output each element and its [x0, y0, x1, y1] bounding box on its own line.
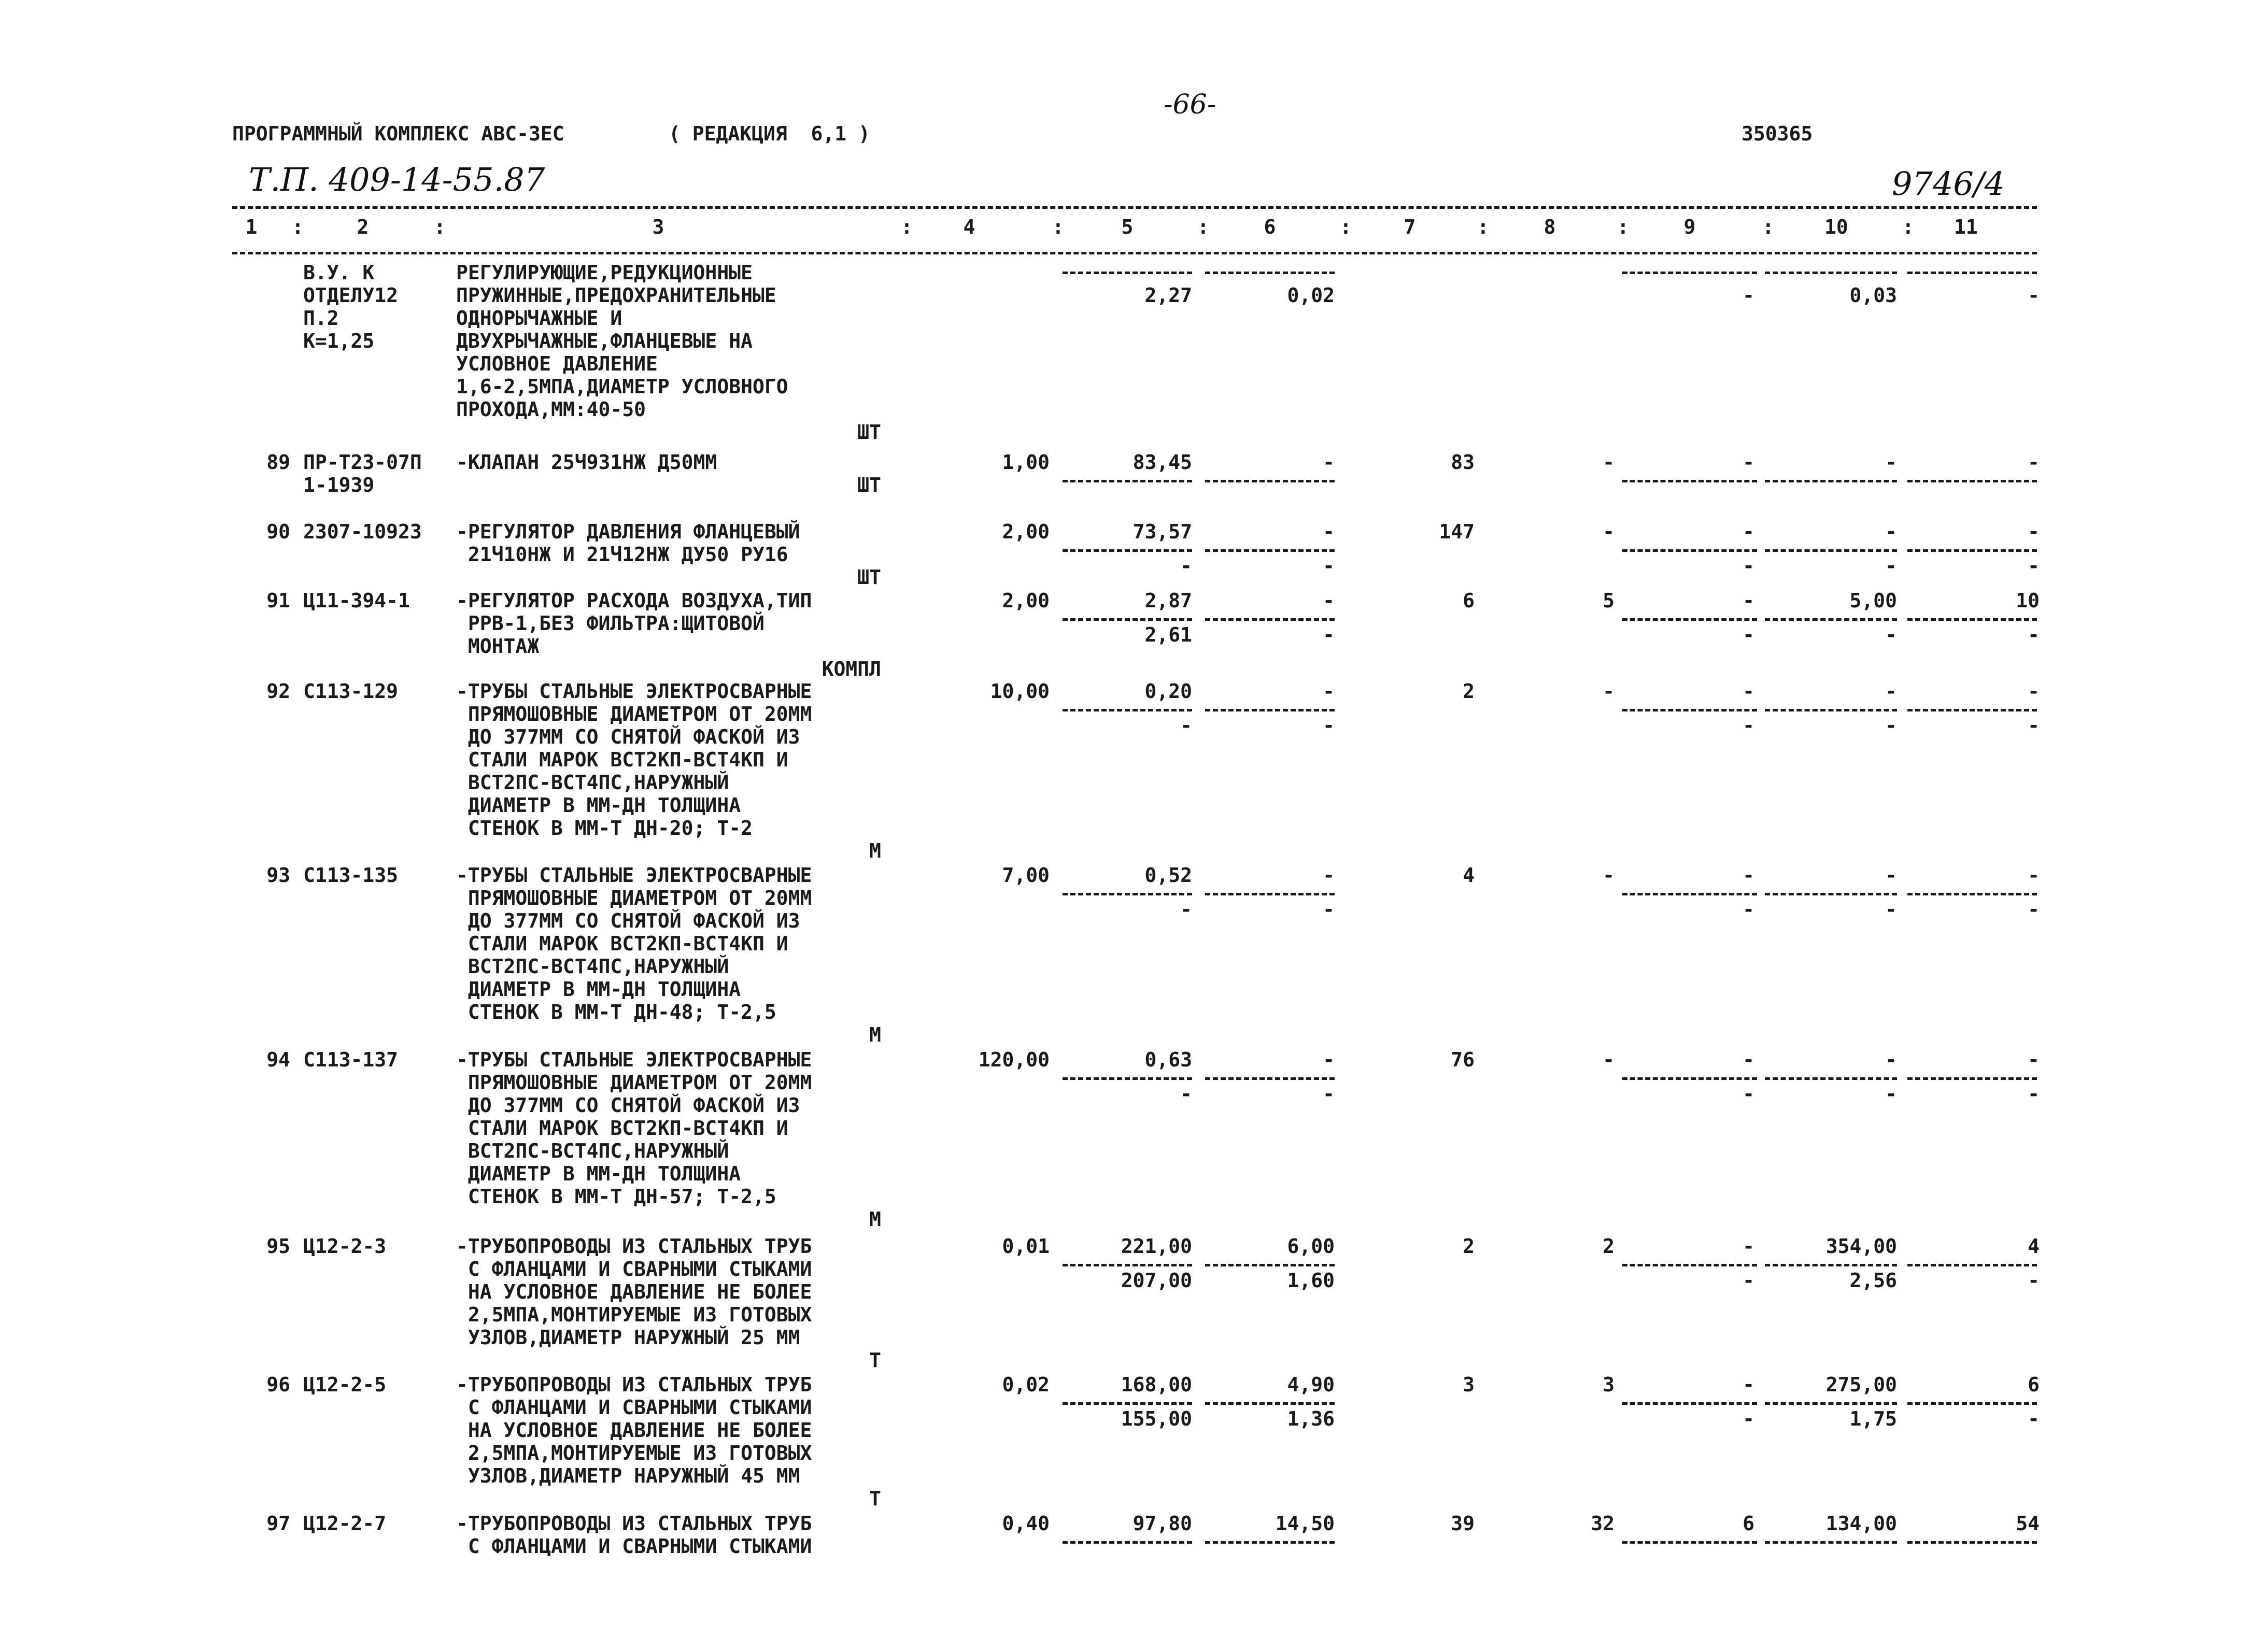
cell-c5: 2,87 [1144, 589, 1192, 612]
cell-divider [1622, 893, 1757, 895]
cell-c5: 0,63 [1144, 1048, 1192, 1071]
cell-c11: - [2028, 680, 2040, 703]
cell-c10: - [1885, 898, 1897, 921]
cell-c11: - [2028, 1269, 2040, 1292]
cell-c6: - [1323, 864, 1335, 887]
cell-divider [1765, 1402, 1897, 1405]
cell-divider [1622, 480, 1757, 482]
cell-c11: - [2028, 554, 2040, 577]
cell-divider [1907, 480, 2037, 482]
row-description: ВСТ2ПС-ВСТ4ПС,НАРУЖНЫЙ [456, 955, 729, 978]
column-separator: : [1052, 216, 1064, 238]
column-separator: : [1762, 216, 1774, 238]
cell-divider [1622, 549, 1757, 552]
row-unit: Т [869, 1349, 881, 1372]
cell-divider [1205, 272, 1335, 274]
cell-c7: 147 [1439, 520, 1475, 543]
row-description: УСЛОВНОЕ ДАВЛЕНИЕ [456, 352, 658, 375]
cell-c10: - [1885, 520, 1897, 543]
row-code: С113-129 [303, 680, 399, 703]
cell-c11: 4 [2028, 1235, 2040, 1258]
row-description: -РЕГУЛЯТОР ДАВЛЕНИЯ ФЛАНЦЕВЫЙ [456, 520, 800, 543]
row-description: -ТРУБОПРОВОДЫ ИЗ СТАЛЬНЫХ ТРУБ [456, 1512, 812, 1535]
cell-divider [1765, 272, 1897, 274]
cell-c7: 83 [1451, 451, 1475, 474]
cell-divider [1622, 1541, 1757, 1544]
column-number: 1 [245, 216, 258, 238]
row-code: В.У. К [303, 261, 375, 284]
column-number: 4 [963, 216, 975, 238]
cell-c4: 0,02 [1002, 1373, 1050, 1396]
column-number: 7 [1404, 216, 1416, 238]
row-description: ПРУЖИННЫЕ,ПРЕДОХРАНИТЕЛЬНЫЕ [456, 284, 776, 307]
cell-divider [1622, 709, 1757, 711]
cell-c8: - [1603, 680, 1615, 703]
row-description: СТЕНОК В ММ-Т ДН-48; Т-2,5 [456, 1001, 776, 1023]
program-title: ПРОГРАММНЫЙ КОМПЛЕКС АВС-3ЕС [232, 122, 564, 145]
cell-c11: - [2028, 284, 2040, 307]
row-number: 97 [266, 1512, 290, 1535]
cell-c5: 221,00 [1121, 1235, 1192, 1258]
row-description: С ФЛАНЦАМИ И СВАРНЫМИ СТЫКАМИ [456, 1258, 812, 1280]
cell-c6: - [1323, 451, 1335, 474]
row-code: П.2 [303, 307, 339, 330]
cell-c6: - [1323, 680, 1335, 703]
cell-c9: - [1743, 1407, 1754, 1430]
cell-c8: - [1603, 864, 1615, 887]
row-description: МОНТАЖ [456, 635, 540, 658]
cell-c5: 207,00 [1121, 1269, 1192, 1292]
cell-c10: - [1885, 554, 1897, 577]
cell-c4: 0,40 [1002, 1512, 1050, 1535]
column-number: 8 [1544, 216, 1556, 238]
cell-c11: - [2028, 623, 2040, 646]
row-description: ВСТ2ПС-ВСТ4ПС,НАРУЖНЫЙ [456, 771, 729, 794]
cell-divider [1907, 549, 2037, 552]
cell-c9: - [1743, 1373, 1754, 1396]
cell-divider [1622, 618, 1757, 621]
cell-divider [1622, 1264, 1757, 1266]
cell-divider [1205, 549, 1335, 552]
cell-divider [1063, 1402, 1192, 1405]
cell-c10: 2,56 [1849, 1269, 1897, 1292]
cell-c7: 39 [1451, 1512, 1475, 1535]
cell-c4: 1,00 [1002, 451, 1050, 474]
row-unit: ШТ [857, 421, 881, 444]
cell-divider [1205, 893, 1335, 895]
cell-divider [1907, 893, 2037, 895]
row-description: ДО 377ММ СО СНЯТОЙ ФАСКОЙ ИЗ [456, 1094, 800, 1117]
cell-c10: - [1885, 680, 1897, 703]
row-description: СТАЛИ МАРОК ВСТ2КП-ВСТ4КП И [456, 748, 788, 771]
cell-c5: - [1180, 554, 1192, 577]
cell-divider [1907, 618, 2037, 621]
row-description: -КЛАПАН 25Ч931НЖ Д50ММ [456, 451, 717, 474]
row-description: ДВУХРЫЧАЖНЫЕ,ФЛАНЦЕВЫЕ НА [456, 330, 753, 352]
row-description: ДИАМЕТР В ММ-ДН ТОЛЩИНА [456, 1162, 741, 1185]
row-description: СТАЛИ МАРОК ВСТ2КП-ВСТ4КП И [456, 932, 788, 955]
cell-c5: 2,61 [1144, 623, 1192, 646]
column-number: 2 [357, 216, 369, 238]
cell-c6: - [1323, 1048, 1335, 1071]
cell-divider [1907, 1541, 2037, 1544]
cell-c4: 7,00 [1002, 864, 1050, 887]
column-number: 9 [1683, 216, 1696, 238]
cell-c5: 73,57 [1133, 520, 1192, 543]
cell-divider [1765, 1264, 1897, 1266]
cell-c5: 2,27 [1144, 284, 1192, 307]
row-description: 1,6-2,5МПА,ДИАМЕТР УСЛОВНОГО [456, 375, 788, 398]
cell-divider [1205, 709, 1335, 711]
row-description: РЕГУЛИРУЮЩИЕ,РЕДУКЦИОННЫЕ [456, 261, 753, 284]
row-number: 95 [266, 1235, 290, 1258]
column-number: 6 [1264, 216, 1276, 238]
cell-divider [1622, 272, 1757, 274]
cell-c6: - [1323, 623, 1335, 646]
row-number: 94 [266, 1048, 290, 1071]
document-code: 350365 [1742, 122, 1813, 145]
column-separator: : [1197, 216, 1209, 238]
cell-divider [1765, 1541, 1897, 1544]
cell-divider [1063, 480, 1192, 482]
row-code: С113-137 [303, 1048, 399, 1071]
cell-c5: - [1180, 714, 1192, 737]
row-description: 2,5МПА,МОНТИРУЕМЫЕ ИЗ ГОТОВЫХ [456, 1303, 812, 1326]
cell-c5: 168,00 [1121, 1373, 1192, 1396]
cell-c7: 4 [1463, 864, 1475, 887]
row-unit: М [869, 839, 881, 862]
cell-c9: - [1743, 284, 1754, 307]
row-description: УЗЛОВ,ДИАМЕТР НАРУЖНЫЙ 25 ММ [456, 1326, 800, 1349]
column-separator: : [1617, 216, 1629, 238]
cell-divider [1205, 1541, 1335, 1544]
row-number: 96 [266, 1373, 290, 1396]
row-description: СТЕНОК В ММ-Т ДН-57; Т-2,5 [456, 1185, 776, 1208]
cell-c6: 0,02 [1287, 284, 1335, 307]
page-number: -66- [1164, 89, 1216, 120]
cell-c11: - [2028, 451, 2040, 474]
cell-divider [1907, 1077, 2037, 1080]
column-separator: : [901, 216, 913, 238]
row-unit: ШТ [857, 566, 881, 589]
cell-c11: - [2028, 1083, 2040, 1105]
cell-c6: 1,60 [1287, 1269, 1335, 1292]
cell-divider [1063, 709, 1192, 711]
cell-c5: 155,00 [1121, 1407, 1192, 1430]
row-description: ПРЯМОШОВНЫЕ ДИАМЕТРОМ ОТ 20ММ [456, 703, 812, 725]
column-number: 10 [1824, 216, 1848, 238]
cell-divider [1622, 1077, 1757, 1080]
row-description: -ТРУБОПРОВОДЫ ИЗ СТАЛЬНЫХ ТРУБ [456, 1235, 812, 1258]
cell-c4: 2,00 [1002, 589, 1050, 612]
cell-c9: - [1743, 520, 1754, 543]
cell-divider [1907, 1402, 2037, 1405]
cell-c9: - [1743, 623, 1754, 646]
column-separator: : [1340, 216, 1352, 238]
row-code: Ц12-2-5 [303, 1373, 387, 1396]
cell-divider [1063, 1264, 1192, 1266]
cell-c9: - [1743, 714, 1754, 737]
cell-divider [1205, 1402, 1335, 1405]
row-description: ДО 377ММ СО СНЯТОЙ ФАСКОЙ ИЗ [456, 725, 800, 748]
project-code-handwritten: Т.П. 409-14-55.87 [249, 161, 545, 198]
cell-c6: 14,50 [1275, 1512, 1335, 1535]
cell-divider [1765, 549, 1897, 552]
cell-divider [1063, 549, 1192, 552]
row-number: 90 [266, 520, 290, 543]
cell-c11: - [2028, 714, 2040, 737]
cell-c11: 6 [2028, 1373, 2040, 1396]
cell-c11: 54 [2016, 1512, 2040, 1535]
cell-divider [1205, 1264, 1335, 1266]
row-description: ВСТ2ПС-ВСТ4ПС,НАРУЖНЫЙ [456, 1140, 729, 1162]
cell-divider [1063, 893, 1192, 895]
row-description: ДИАМЕТР В ММ-ДН ТОЛЩИНА [456, 978, 741, 1001]
row-description: СТЕНОК В ММ-Т ДН-20; Т-2 [456, 817, 753, 839]
row-code: Ц11-394-1 [303, 589, 410, 612]
row-code: ПР-Т23-07П [303, 451, 422, 474]
row-description: -ТРУБЫ СТАЛЬНЫЕ ЭЛЕКТРОСВАРНЫЕ [456, 1048, 812, 1071]
column-separator: : [292, 216, 304, 238]
cell-c10: - [1885, 623, 1897, 646]
row-description: -ТРУБЫ СТАЛЬНЫЕ ЭЛЕКТРОСВАРНЫЕ [456, 680, 812, 703]
cell-c6: 4,90 [1287, 1373, 1335, 1396]
cell-divider [1907, 272, 2037, 274]
row-description: С ФЛАНЦАМИ И СВАРНЫМИ СТЫКАМИ [456, 1535, 812, 1558]
cell-c5: 83,45 [1133, 451, 1192, 474]
row-description: ОДНОРЫЧАЖНЫЕ И [456, 307, 622, 330]
row-code: Ц12-2-7 [303, 1512, 387, 1535]
cell-c9: - [1743, 451, 1754, 474]
cell-c4: 10,00 [990, 680, 1050, 703]
cell-divider [1765, 618, 1897, 621]
cell-divider [1063, 618, 1192, 621]
cell-c5: 0,52 [1144, 864, 1192, 887]
row-unit: Т [869, 1487, 881, 1510]
cell-c6: - [1323, 714, 1335, 737]
row-number: 93 [266, 864, 290, 887]
cell-c6: - [1323, 554, 1335, 577]
row-code: 1-1939 [303, 474, 375, 496]
cell-c5: 97,80 [1133, 1512, 1192, 1535]
row-description: ПРЯМОШОВНЫЕ ДИАМЕТРОМ ОТ 20ММ [456, 887, 812, 909]
cell-c10: 275,00 [1825, 1373, 1897, 1396]
column-number: 5 [1121, 216, 1134, 238]
cell-divider [1063, 272, 1192, 274]
cell-divider [1205, 618, 1335, 621]
cell-c9: - [1743, 1048, 1754, 1071]
cell-c8: - [1603, 520, 1615, 543]
cell-c8: 5 [1603, 589, 1615, 612]
row-number: 91 [266, 589, 290, 612]
sheet-code-handwritten: 9746/4 [1892, 165, 2005, 203]
cell-c6: - [1323, 520, 1335, 543]
row-description: С ФЛАНЦАМИ И СВАРНЫМИ СТЫКАМИ [456, 1396, 812, 1419]
row-description: -РЕГУЛЯТОР РАСХОДА ВОЗДУХА,ТИП [456, 589, 812, 612]
row-code: 2307-10923 [303, 520, 422, 543]
row-description: ДИАМЕТР В ММ-ДН ТОЛЩИНА [456, 794, 741, 817]
cell-c11: - [2028, 864, 2040, 887]
row-description: ДО 377ММ СО СНЯТОЙ ФАСКОЙ ИЗ [456, 909, 800, 932]
cell-c11: 10 [2016, 589, 2040, 612]
row-code: К=1,25 [303, 330, 375, 352]
column-number: 11 [1954, 216, 1978, 238]
row-unit: КОМПЛ [822, 658, 881, 680]
cell-c8: 2 [1603, 1235, 1615, 1258]
row-description: 21Ч10НЖ И 21Ч12НЖ ДУ50 РУ16 [456, 543, 788, 566]
cell-c10: - [1885, 1083, 1897, 1105]
row-description: НА УСЛОВНОЕ ДАВЛЕНИЕ НЕ БОЛЕЕ [456, 1419, 812, 1442]
cell-c7: 2 [1463, 680, 1475, 703]
cell-c5: 0,20 [1144, 680, 1192, 703]
header-rule-bottom [232, 252, 2037, 254]
cell-c8: 32 [1591, 1512, 1615, 1535]
column-separator: : [1902, 216, 1914, 238]
cell-c7: 3 [1463, 1373, 1475, 1396]
row-description: -ТРУБОПРОВОДЫ ИЗ СТАЛЬНЫХ ТРУБ [456, 1373, 812, 1396]
column-separator: : [1477, 216, 1489, 238]
cell-c5: - [1180, 898, 1192, 921]
cell-divider [1765, 893, 1897, 895]
row-description: 2,5МПА,МОНТИРУЕМЫЕ ИЗ ГОТОВЫХ [456, 1442, 812, 1464]
cell-c10: 1,75 [1849, 1407, 1897, 1430]
cell-c8: - [1603, 451, 1615, 474]
cell-c10: 354,00 [1825, 1235, 1897, 1258]
row-description: РРВ-1,БЕЗ ФИЛЬТРА:ЩИТОВОЙ [456, 612, 765, 635]
row-description: ПРОХОДА,ММ:40-50 [456, 398, 646, 421]
row-description: УЗЛОВ,ДИАМЕТР НАРУЖНЫЙ 45 ММ [456, 1464, 800, 1487]
cell-c10: - [1885, 451, 1897, 474]
cell-c6: - [1323, 589, 1335, 612]
cell-c9: - [1743, 898, 1754, 921]
cell-c7: 2 [1463, 1235, 1475, 1258]
cell-divider [1205, 480, 1335, 482]
cell-divider [1907, 709, 2037, 711]
row-code: Ц12-2-3 [303, 1235, 387, 1258]
cell-c6: - [1323, 898, 1335, 921]
cell-c10: - [1885, 714, 1897, 737]
cell-c6: 6,00 [1287, 1235, 1335, 1258]
cell-divider [1622, 1402, 1757, 1405]
cell-c7: 6 [1463, 589, 1475, 612]
cell-divider [1907, 1264, 2037, 1266]
cell-c9: - [1743, 680, 1754, 703]
cell-c10: - [1885, 864, 1897, 887]
row-code: С113-135 [303, 864, 399, 887]
cell-c7: 76 [1451, 1048, 1475, 1071]
cell-c11: - [2028, 1048, 2040, 1071]
cell-c11: - [2028, 898, 2040, 921]
row-unit: М [869, 1208, 881, 1231]
row-description: НА УСЛОВНОЕ ДАВЛЕНИЕ НЕ БОЛЕЕ [456, 1280, 812, 1303]
cell-c6: 1,36 [1287, 1407, 1335, 1430]
cell-c9: - [1743, 1235, 1754, 1258]
cell-c5: - [1180, 1083, 1192, 1105]
cell-c9: 6 [1743, 1512, 1754, 1535]
cell-divider [1765, 480, 1897, 482]
column-number: 3 [652, 216, 664, 238]
cell-c8: 3 [1603, 1373, 1615, 1396]
cell-c9: - [1743, 589, 1754, 612]
cell-divider [1205, 1077, 1335, 1080]
row-description: ПРЯМОШОВНЫЕ ДИАМЕТРОМ ОТ 20ММ [456, 1071, 812, 1094]
row-code: ОТДЕЛУ12 [303, 284, 399, 307]
row-description: СТАЛИ МАРОК ВСТ2КП-ВСТ4КП И [456, 1117, 788, 1140]
cell-divider [1063, 1077, 1192, 1080]
cell-c8: - [1603, 1048, 1615, 1071]
header-rule-top [232, 206, 2037, 209]
cell-divider [1765, 709, 1897, 711]
cell-c6: - [1323, 1083, 1335, 1105]
cell-c9: - [1743, 1269, 1754, 1292]
cell-c11: - [2028, 1407, 2040, 1430]
cell-c10: 0,03 [1849, 284, 1897, 307]
cell-c9: - [1743, 554, 1754, 577]
cell-divider [1063, 1541, 1192, 1544]
cell-c10: - [1885, 1048, 1897, 1071]
cell-c9: - [1743, 1083, 1754, 1105]
cell-c4: 2,00 [1002, 520, 1050, 543]
cell-c4: 0,01 [1002, 1235, 1050, 1258]
cell-c4: 120,00 [978, 1048, 1050, 1071]
row-number: 89 [266, 451, 290, 474]
cell-c10: 134,00 [1825, 1512, 1897, 1535]
cell-c10: 5,00 [1849, 589, 1897, 612]
row-number: 92 [266, 680, 290, 703]
column-separator: : [434, 216, 446, 238]
cell-c9: - [1743, 864, 1754, 887]
row-unit: ШТ [857, 474, 881, 496]
cell-c11: - [2028, 520, 2040, 543]
cell-divider [1765, 1077, 1897, 1080]
row-description: -ТРУБЫ СТАЛЬНЫЕ ЭЛЕКТРОСВАРНЫЕ [456, 864, 812, 887]
edition-label: ( РЕДАКЦИЯ 6,1 ) [669, 122, 870, 145]
row-unit: М [869, 1023, 881, 1046]
